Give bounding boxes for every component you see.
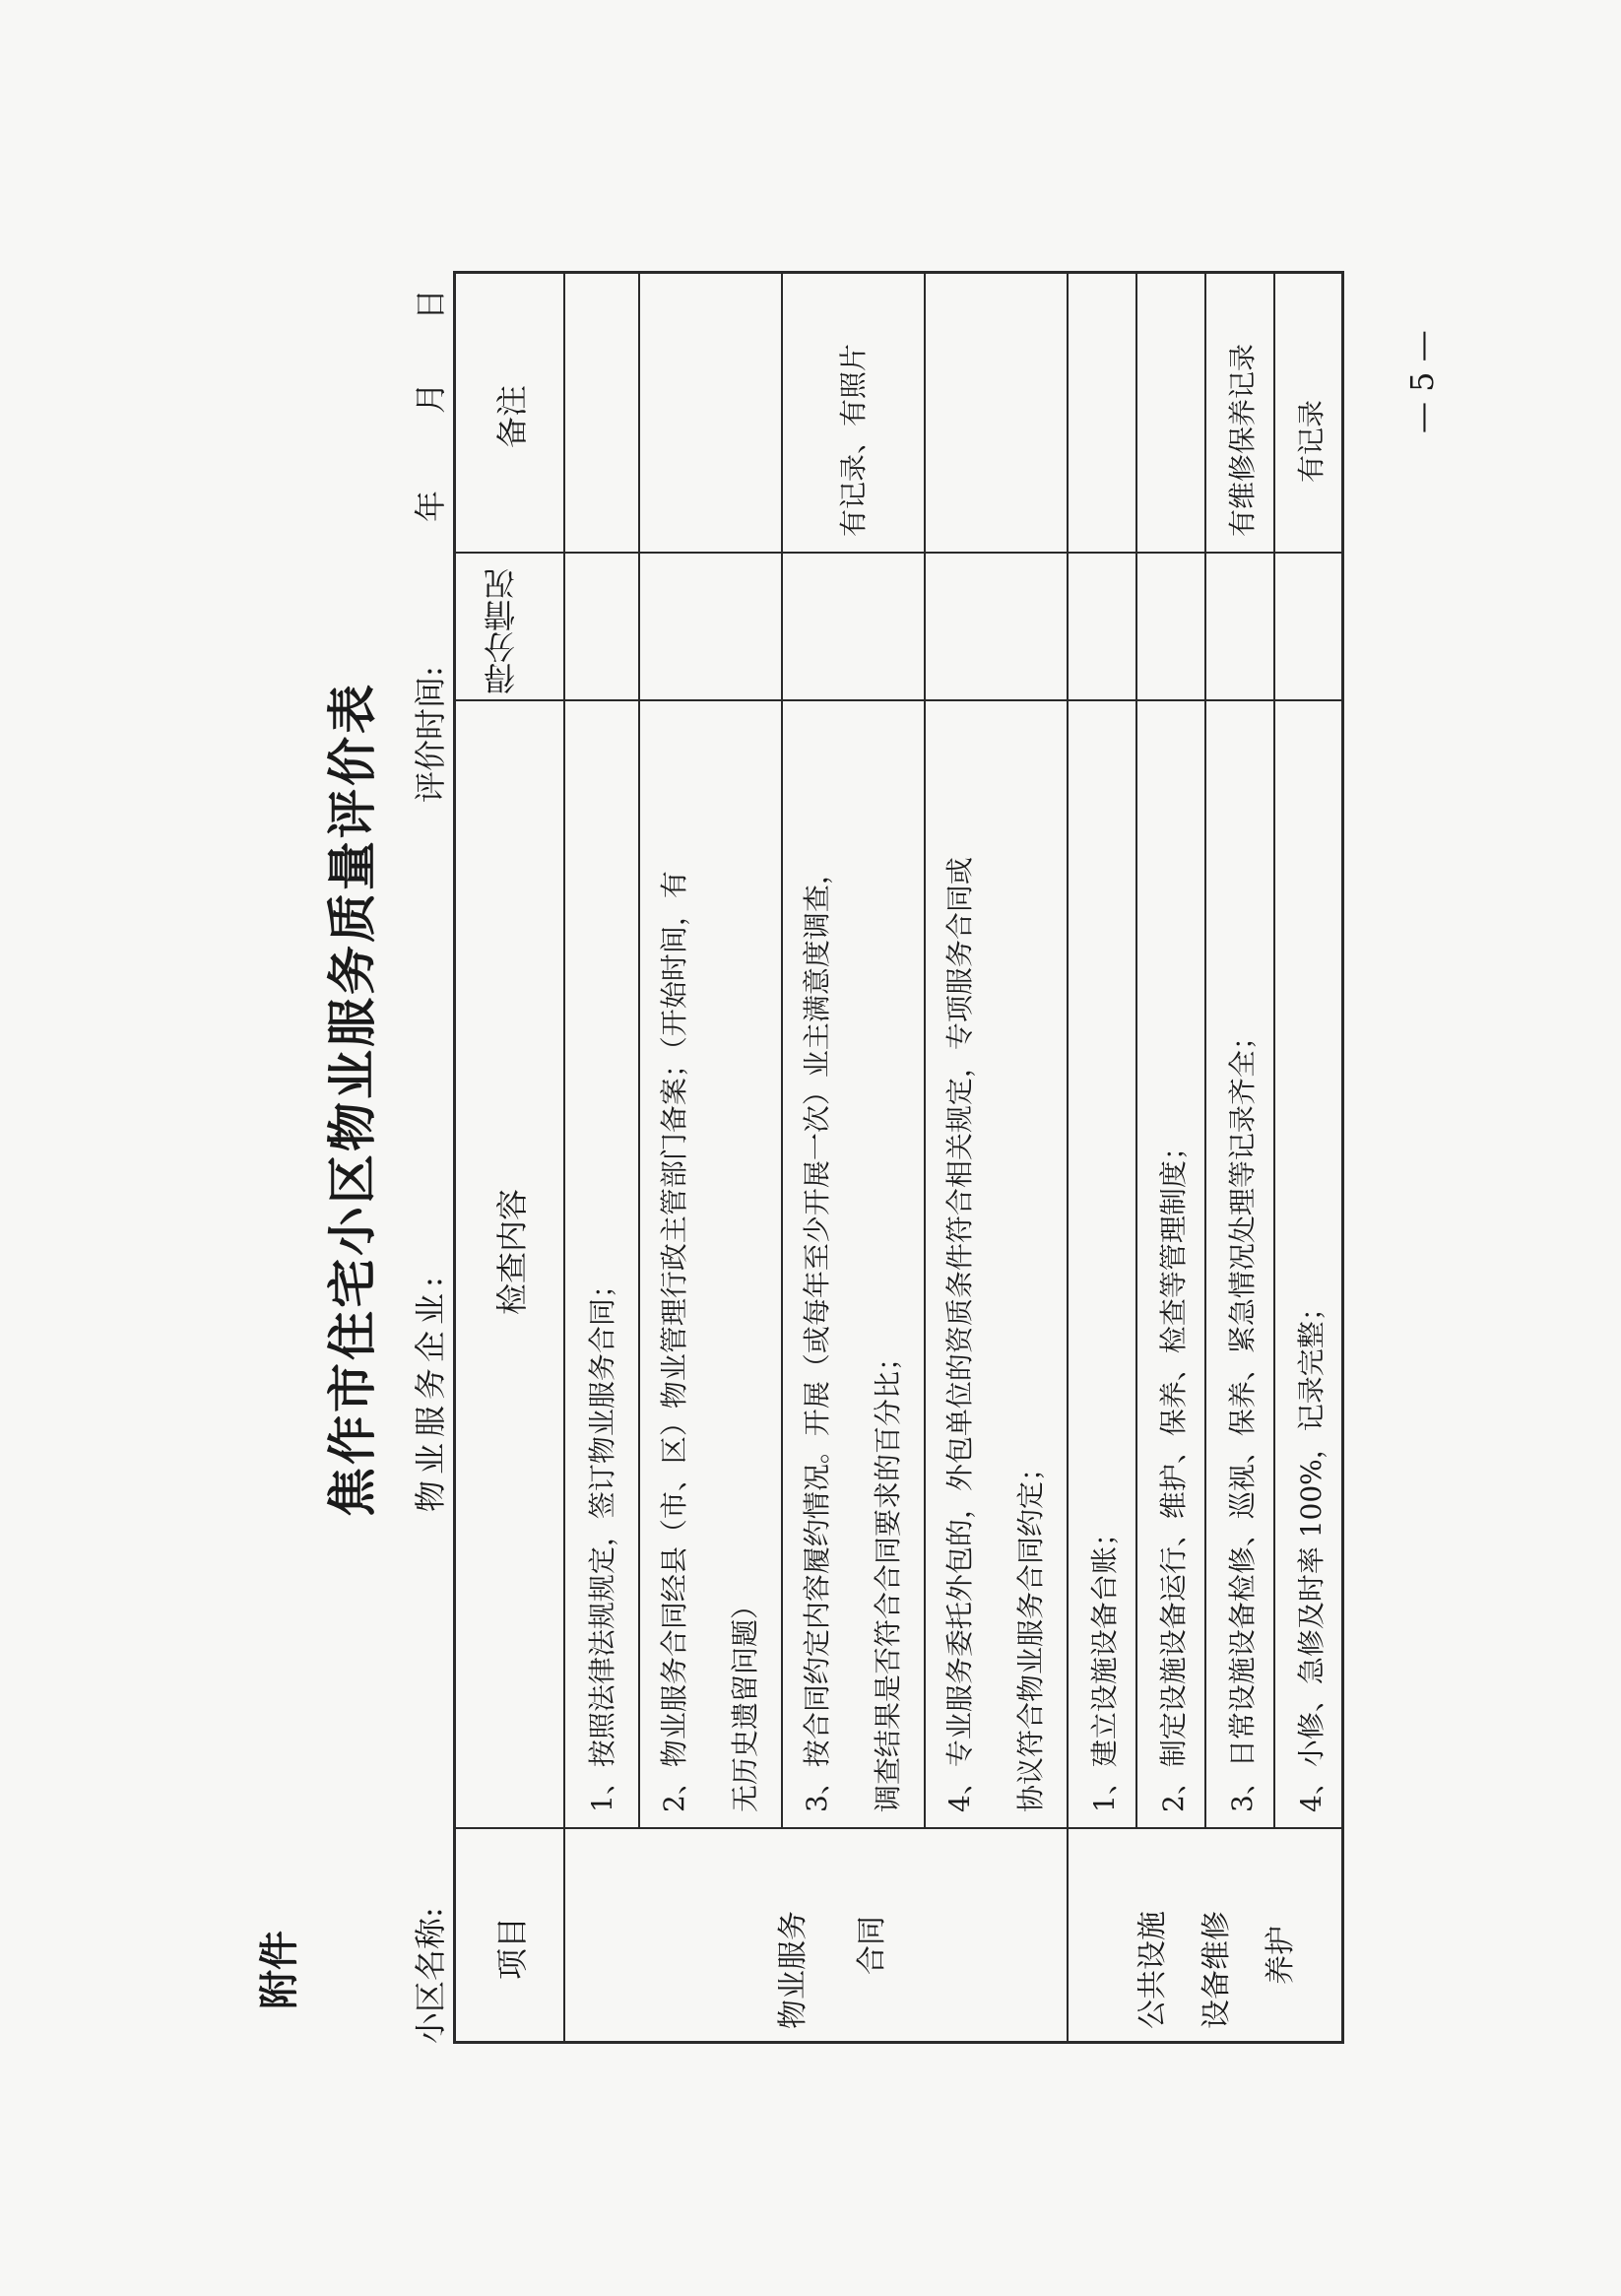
header-remarks: 备注 bbox=[493, 384, 531, 448]
attachment-label: 附件 bbox=[256, 1931, 302, 2009]
row-content: 2、物业服务合同经县（市、区）物业管理行政主管部门备案；（开始时间，有 bbox=[658, 871, 690, 1812]
row-remark: 有维修保养记录 bbox=[1226, 343, 1259, 537]
section-name-facilities-line2: 设备维修 bbox=[1200, 1911, 1234, 2029]
row-content-continued: 无历史遗留问题） bbox=[729, 1591, 761, 1812]
section-name-facilities-line1: 公共设施 bbox=[1135, 1911, 1170, 2029]
header-score: 得分情况 bbox=[483, 568, 520, 694]
row-content: 4、专业服务委托外包的，外包单位的资质条件符合相关规定，专项服务合同或 bbox=[943, 857, 976, 1812]
row-content: 3、日常设施设备检修、巡视、保养、紧急情况处理等记录齐全； bbox=[1226, 1022, 1259, 1812]
year-label: 年 bbox=[412, 490, 449, 522]
row-remark: 有记录 bbox=[1295, 399, 1328, 483]
section-name-contract-line1: 物业服务 bbox=[776, 1911, 810, 2029]
section-name-contract-line2: 合同 bbox=[855, 1916, 889, 1975]
eval-time-label: 评价时间: bbox=[412, 666, 449, 803]
page-number: — 5 — bbox=[1403, 330, 1441, 433]
header-content: 检查内容 bbox=[493, 1188, 531, 1315]
row-content: 2、制定设施设备运行、维护、保养、检查等管理制度； bbox=[1157, 1133, 1190, 1812]
section-name-facilities-line3: 养护 bbox=[1264, 1926, 1298, 1985]
row-content-continued: 协议符合物业服务合同约定； bbox=[1014, 1453, 1047, 1812]
month-label: 月 bbox=[412, 381, 449, 414]
day-label: 日 bbox=[412, 288, 449, 320]
row-content: 3、按合同约定内容履约情况。开展（或每年至少开展一次）业主满意度调查， bbox=[801, 857, 833, 1812]
row-content: 4、小修、急修及时率 100%，记录完整； bbox=[1295, 1293, 1328, 1812]
community-name-label: 小区名称: bbox=[412, 1907, 449, 2044]
company-label: 物业服务企业: bbox=[412, 1271, 449, 1512]
row-remark: 有记录、有照片 bbox=[837, 343, 870, 537]
page-title: 焦作市住宅小区物业服务质量评价表 bbox=[323, 682, 381, 1517]
row-content: 1、按照法律法规规定，签订物业服务合同； bbox=[586, 1271, 618, 1812]
row-content: 1、建立设施设备台账； bbox=[1088, 1519, 1121, 1812]
row-content-continued: 调查结果是否符合合同要求的百分比； bbox=[872, 1343, 904, 1812]
header-item: 项目 bbox=[493, 1916, 531, 1980]
